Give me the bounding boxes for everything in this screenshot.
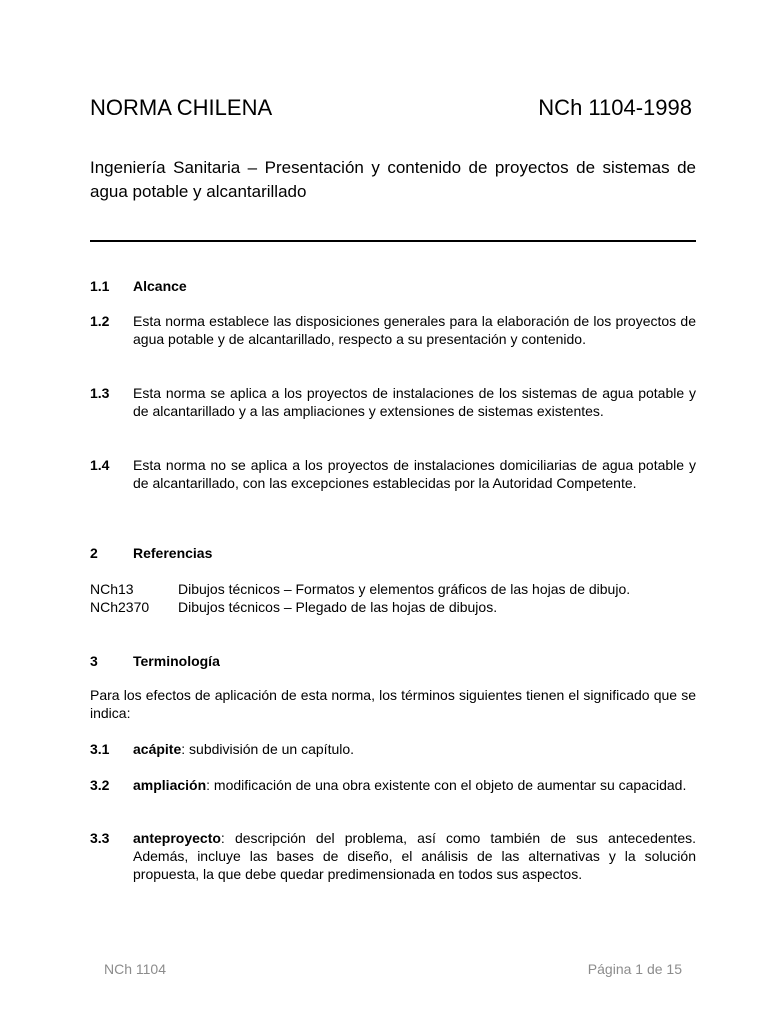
header-divider [90,240,696,242]
terminology-intro: Para los efectos de aplicación de esta norma, los términos siguientes tienen el significado que se indica: [90,687,696,721]
header-standard-type: NORMA CHILENA [90,95,273,120]
section-text: Esta norma establece las disposiciones generales para la elaboración de los proyectos de agua potable y de alcantarillado, respecto a su presentación y contenido. [133,313,696,347]
section-3-heading [90,652,696,670]
reference-description: Dibujos técnicos – Formatos y elementos gráficos de las hojas de dibujo. [178,581,631,597]
term-definition: : modificación de una obra existente con el objeto de aumentar su capacidad. [206,777,687,793]
term-3-1 [90,740,696,758]
term-3-2 [90,776,696,794]
section-heading: Terminología [133,653,220,669]
term-entry [133,829,696,883]
term-definition: : descripción del problema, así como también de sus antecedentes. Además, incluye las bases de diseño, el análisis de las alternativas y la solución propuesta, la que debe quedar predimensionada en todos sus aspectos. [133,830,696,882]
term-name: ampliación [133,777,207,793]
section-1-3 [90,384,696,420]
term-number: 3.3 [90,830,110,846]
reference-row [90,598,696,616]
page-number: Página 1 de 15 [587,961,682,977]
section-number: 1.2 [90,313,110,329]
term-number: 3.2 [90,777,110,793]
reference-description: Dibujos técnicos – Plegado de las hojas de dibujos. [178,599,498,615]
document-title: Ingeniería Sanitaria – Presentación y contenido de proyectos de sistemas de agua potable y alcantarillado [90,158,696,201]
section-text: Esta norma se aplica a los proyectos de instalaciones de los sistemas de agua potable y de alcantarillado y a las ampliaciones y extensiones de sistemas existentes. [133,385,696,419]
section-1-1 [90,277,696,295]
reference-code: NCh2370 [90,599,150,615]
section-2-heading [90,544,696,562]
section-text: Esta norma no se aplica a los proyectos de instalaciones domiciliarias de agua potable y de alcantarillado, con las excepciones establecidas por la Autoridad Competente. [133,457,696,491]
section-number: 1.3 [90,385,110,401]
term-name: anteproyecto [133,830,221,846]
section-number: 2 [90,545,98,561]
section-number: 1.1 [90,278,110,294]
term-3-3 [90,829,696,883]
section-heading: Referencias [133,545,213,561]
section-number: 1.4 [90,457,110,473]
section-number: 3 [90,653,98,669]
term-definition: : subdivisión de un capítulo. [181,741,355,757]
section-1-2 [90,312,696,348]
header-standard-code: NCh 1104-1998 [538,95,692,120]
term-name: acápite [133,741,182,757]
term-number: 3.1 [90,741,110,757]
section-1-4 [90,456,696,492]
term-entry [133,740,696,758]
reference-code: NCh13 [90,581,134,597]
term-entry [133,776,696,794]
section-heading: Alcance [133,278,187,294]
reference-row [90,580,696,598]
footer-standard-code: NCh 1104 [104,961,167,977]
